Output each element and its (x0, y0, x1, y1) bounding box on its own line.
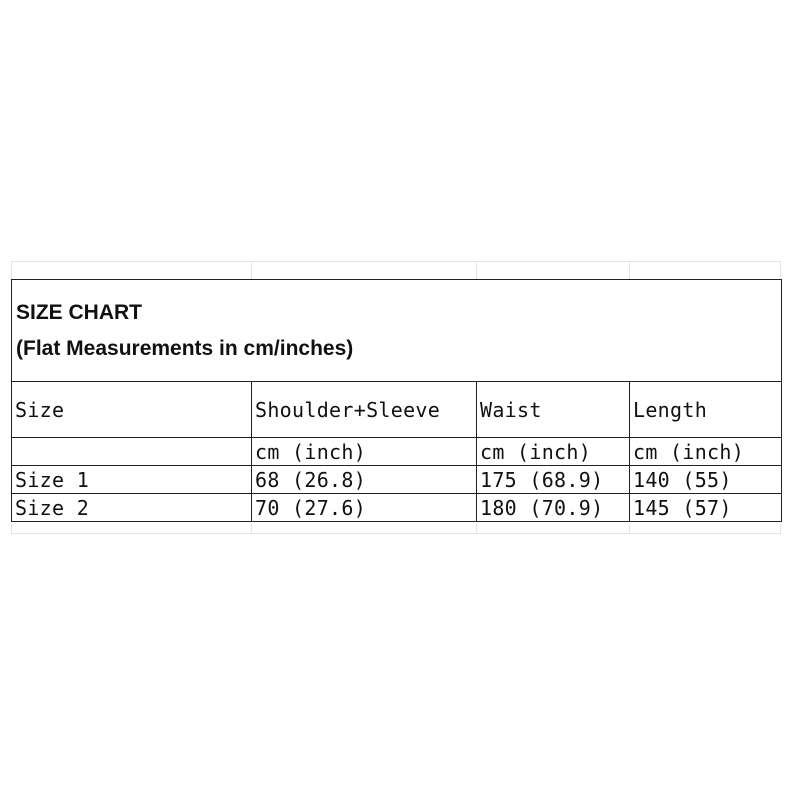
gridline (476, 524, 477, 534)
gridline (251, 262, 252, 279)
unit-cell-size (12, 438, 252, 466)
title-cell (12, 280, 782, 382)
header-row (12, 382, 782, 438)
unit-cell-shoulder-sleeve: cm (inch) (252, 438, 477, 466)
chart-subtitle: (Flat Measurements in cm/inches) (16, 336, 354, 360)
gridline (11, 524, 12, 534)
column-header-shoulder-sleeve: Shoulder+Sleeve (252, 382, 477, 438)
cell-waist: 175 (68.9) (477, 466, 630, 494)
cell-shoulder-sleeve: 70 (27.6) (252, 494, 477, 522)
gridline (780, 524, 781, 534)
gridline (11, 262, 12, 279)
unit-cell-waist: cm (inch) (477, 438, 630, 466)
gridline (629, 524, 630, 534)
cell-waist: 180 (70.9) (477, 494, 630, 522)
cell-shoulder-sleeve: 68 (26.8) (252, 466, 477, 494)
gridline (476, 262, 477, 279)
title-row (12, 280, 782, 382)
cell-size: Size 2 (12, 494, 252, 522)
unit-cell-length: cm (inch) (630, 438, 782, 466)
column-header-waist: Waist (477, 382, 630, 438)
gridline (629, 262, 630, 279)
unit-row (12, 438, 782, 466)
size-chart-table (11, 279, 782, 522)
table-row (12, 494, 782, 522)
table-row (12, 466, 782, 494)
cell-size: Size 1 (12, 466, 252, 494)
chart-title: SIZE CHART (16, 300, 142, 324)
gridline (780, 262, 781, 279)
column-header-size: Size (12, 382, 252, 438)
gridline (11, 261, 781, 262)
cell-length: 145 (57) (630, 494, 782, 522)
cell-length: 140 (55) (630, 466, 782, 494)
column-header-length: Length (630, 382, 782, 438)
gridline (251, 524, 252, 534)
gridline (11, 533, 781, 534)
